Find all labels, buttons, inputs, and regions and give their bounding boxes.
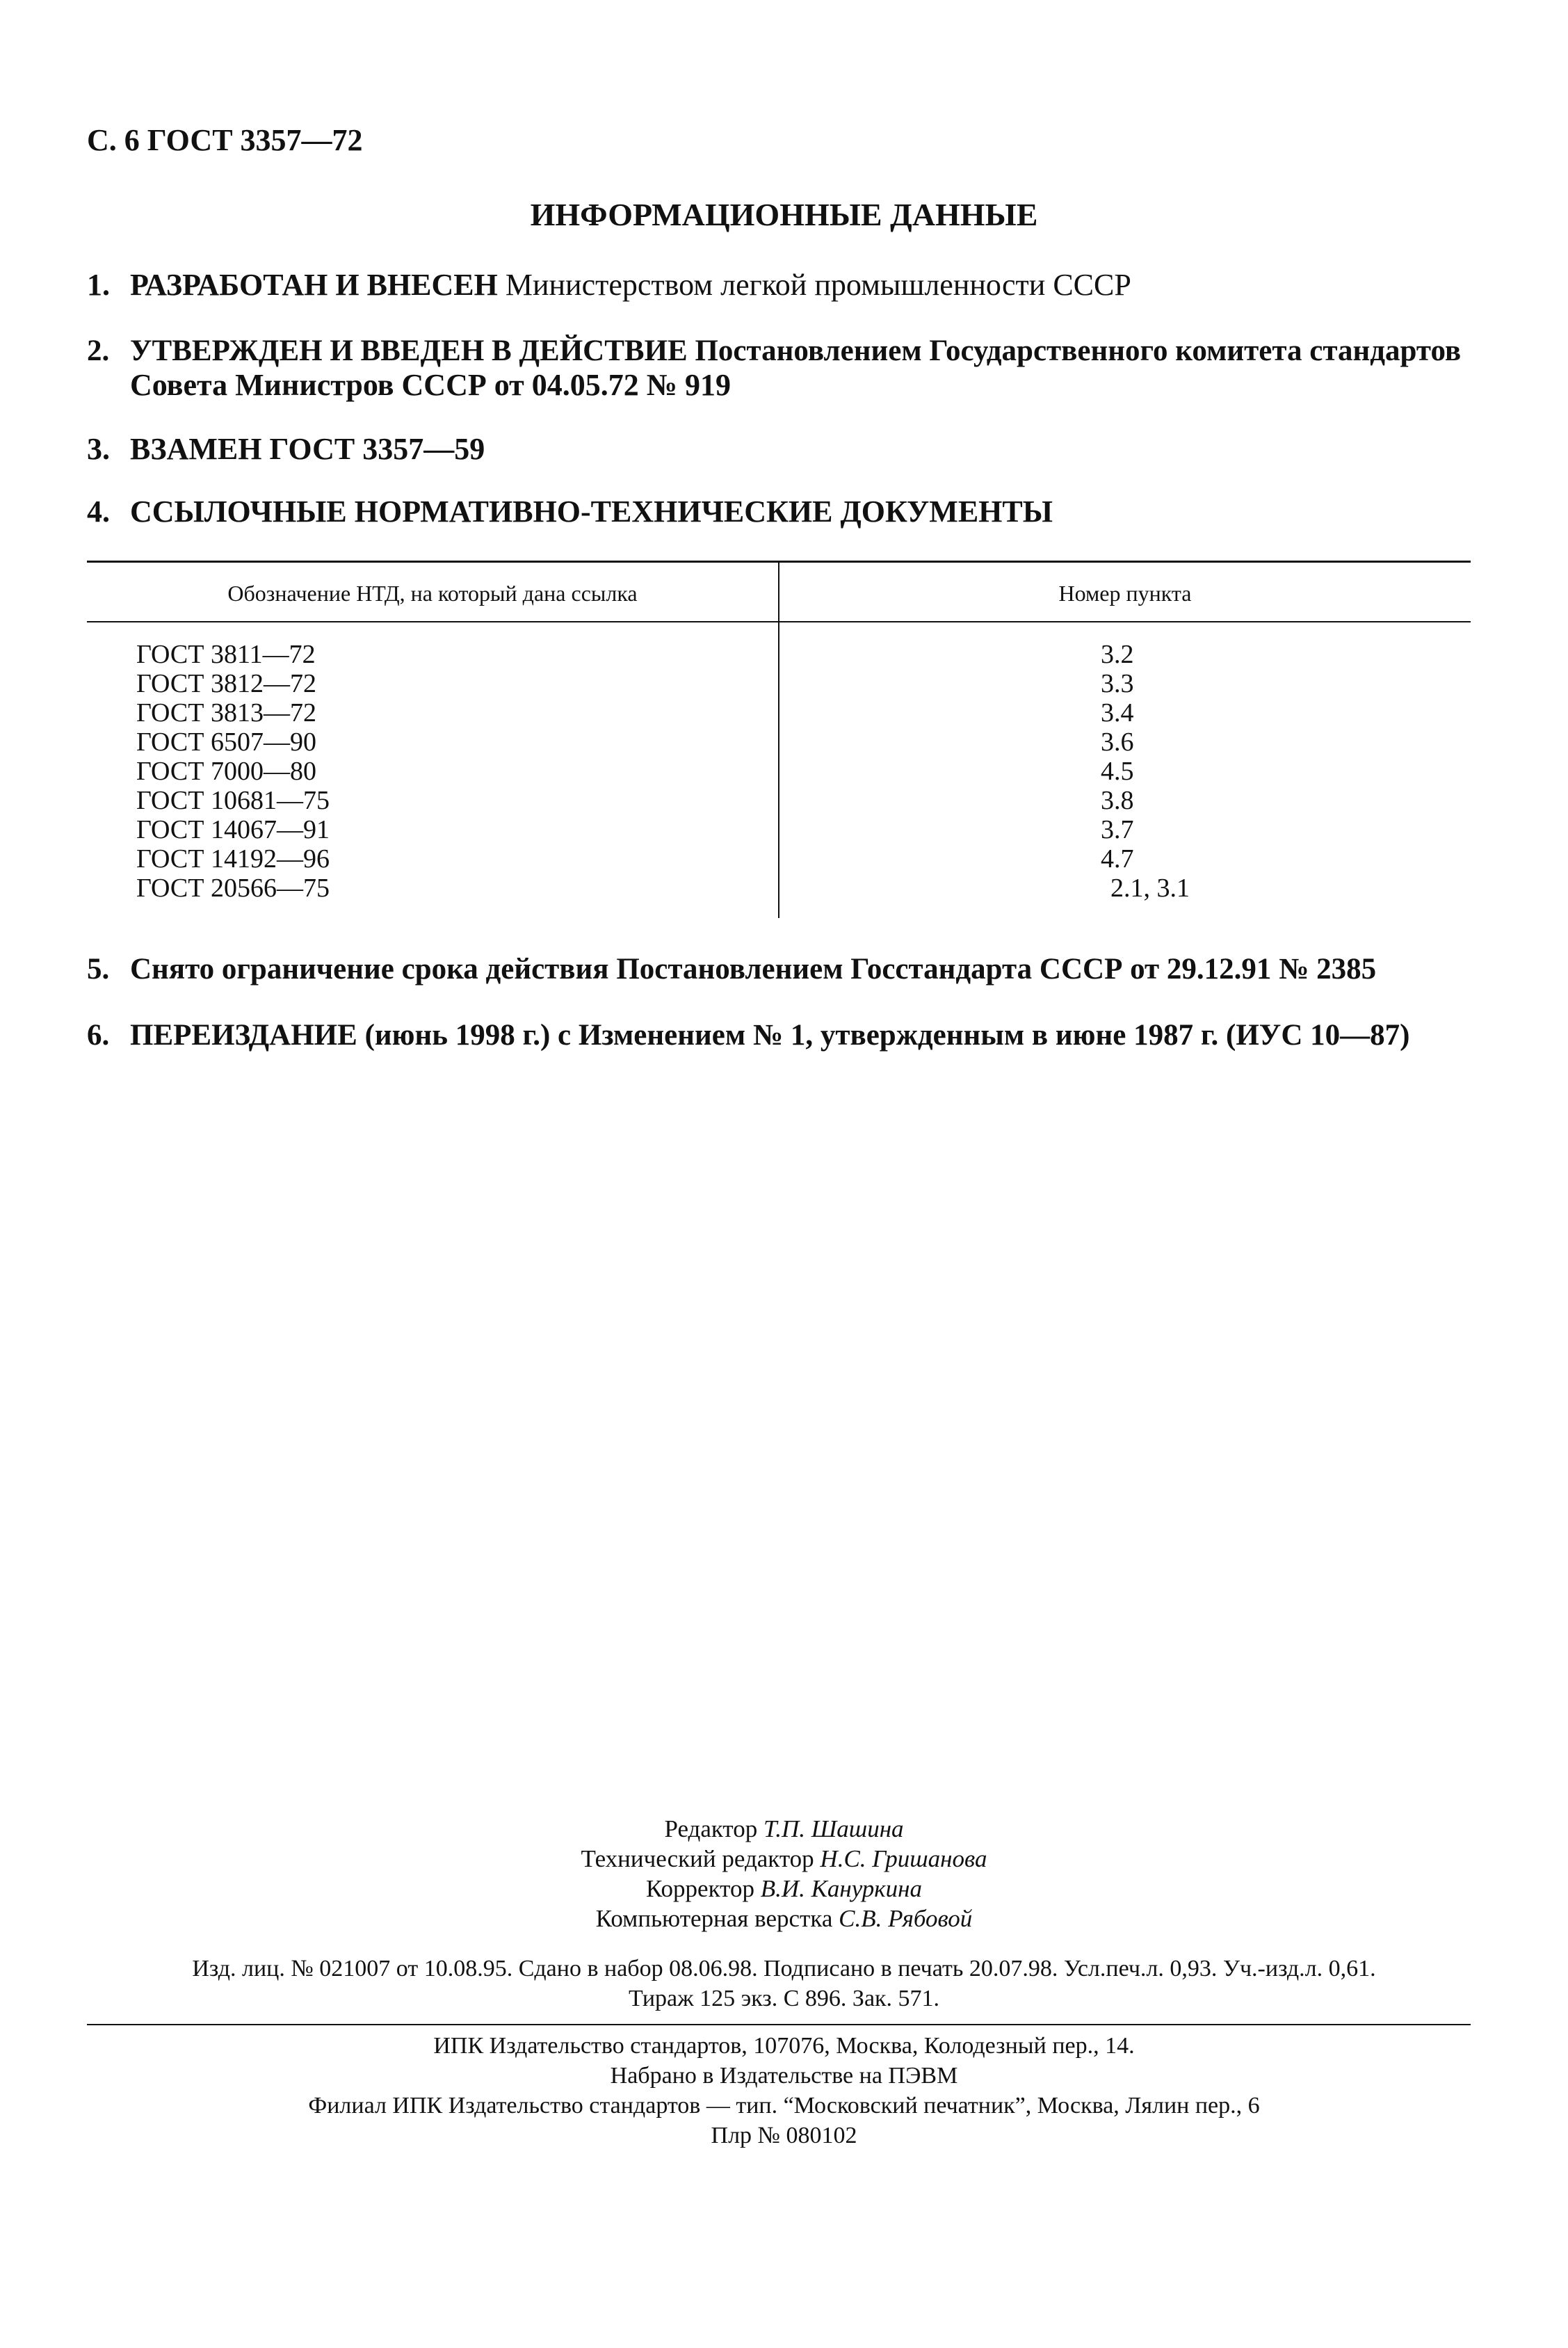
- imprint-line-2: Тираж 125 экз. С 896. Зак. 571.: [628, 1986, 940, 2011]
- table-cell-designation: ГОСТ 3813—72: [136, 698, 316, 727]
- table-header-clause: Номер пункта: [1058, 581, 1192, 606]
- item-number: 3.: [87, 432, 110, 466]
- footer-rule: [87, 2024, 1471, 2025]
- info-item-4: [87, 492, 1053, 531]
- table-cell-clause: 3.8: [1101, 786, 1134, 815]
- item-text: (июнь 1998 г.) с Изменением № 1, утвержденным в июне 1987 г. (ИУС 10—87): [357, 1019, 1410, 1052]
- credit-role: Корректор: [645, 1875, 754, 1902]
- item-lead: ВЗАМЕН ГОСТ 3357—59: [130, 432, 485, 466]
- item-lead: РАЗРАБОТАН И ВНЕСЕН: [130, 268, 498, 302]
- table-cell-clause: 3.7: [1101, 815, 1134, 844]
- item-lead: ССЫЛОЧНЫЕ НОРМАТИВНО-ТЕХНИЧЕСКИЕ ДОКУМЕНТЫ: [130, 494, 1053, 529]
- credit-name: Т.П. Шашина: [763, 1815, 904, 1842]
- page-title: ИНФОРМАЦИОННЫЕ ДАННЫЕ: [530, 197, 1038, 232]
- table-cell-designation: ГОСТ 3811—72: [136, 640, 316, 669]
- publisher-line-3: Филиал ИПК Издательство стандартов — тип. “Московский печатник”, Москва, Лялин пер., 6: [308, 2093, 1260, 2118]
- item-number: 5.: [87, 953, 110, 986]
- info-item-1: [87, 266, 1131, 305]
- table-cell-clause: 3.3: [1101, 669, 1134, 698]
- info-item-2: [87, 332, 1461, 371]
- item-number: 4.: [87, 494, 110, 529]
- item-number: 2.: [87, 335, 110, 367]
- credit-layout: [0, 1904, 1568, 1933]
- table-cell-clause: 4.7: [1101, 844, 1134, 874]
- table-cell-clause: 3.4: [1101, 698, 1134, 727]
- item-number: 6.: [87, 1019, 110, 1052]
- credit-editor: [0, 1814, 1568, 1844]
- info-item-6: [87, 1016, 1409, 1055]
- credit-tech-editor: [0, 1844, 1568, 1874]
- table-cell-designation: ГОСТ 10681—75: [136, 786, 330, 815]
- table-cell-clause: 3.6: [1101, 727, 1134, 757]
- page-header: С. 6 ГОСТ 3357—72: [87, 123, 363, 157]
- item-lead: Снято ограничение срока действия Постановлением Госстандарта СССР от 29.12.91 № 2385: [130, 953, 1377, 986]
- item-lead: ПЕРЕИЗДАНИЕ: [130, 1019, 357, 1052]
- credit-role: Компьютерная верстка: [595, 1905, 833, 1932]
- table-cell-designation: ГОСТ 6507—90: [136, 727, 316, 757]
- table-cell-clause: 2.1, 3.1: [1110, 874, 1190, 903]
- info-item-3: [87, 430, 485, 469]
- imprint-line-1: Изд. лиц. № 021007 от 10.08.95. Сдано в набор 08.06.98. Подписано в печать 20.07.98. Усл.печ.л. 0,93. Уч.-изд.л. 0,61.: [192, 1956, 1376, 1981]
- table-cell-designation: ГОСТ 7000—80: [136, 757, 316, 786]
- table-cell-designation: ГОСТ 3812—72: [136, 669, 316, 698]
- publisher-line-1: ИПК Издательство стандартов, 107076, Москва, Колодезный пер., 14.: [433, 2033, 1135, 2059]
- publisher-line-2: Набрано в Издательстве на ПЭВМ: [610, 2063, 958, 2089]
- table-cell-designation: ГОСТ 14067—91: [136, 815, 330, 844]
- item-text: Министерством легкой промышленности СССР: [497, 268, 1131, 302]
- credit-name: Н.С. Гришанова: [820, 1845, 987, 1872]
- info-item-2-continuation: Совета Министров СССР от 04.05.72 № 919: [130, 368, 731, 402]
- table-cell-designation: ГОСТ 20566—75: [136, 874, 330, 903]
- credit-role: Технический редактор: [581, 1845, 814, 1872]
- item-text: Постановлением Государственного комитета стандартов: [687, 335, 1462, 367]
- table-cell-designation: ГОСТ 14192—96: [136, 844, 330, 874]
- table-cell-clause: 3.2: [1101, 640, 1134, 669]
- table-cell-clause: 4.5: [1101, 757, 1134, 786]
- publisher-line-4: Плр № 080102: [711, 2123, 857, 2148]
- item-number: 1.: [87, 268, 110, 302]
- credit-name: В.И. Кануркина: [760, 1875, 923, 1902]
- table-header-designation: Обозначение НТД, на который дана ссылка: [227, 581, 638, 606]
- info-item-5: [87, 950, 1376, 989]
- credit-name: С.В. Рябовой: [839, 1905, 973, 1932]
- credit-proofreader: [0, 1874, 1568, 1904]
- credit-role: Редактор: [664, 1815, 758, 1842]
- item-lead: УТВЕРЖДЕН И ВВЕДЕН В ДЕЙСТВИЕ: [130, 335, 688, 367]
- table-column-divider: [778, 561, 779, 918]
